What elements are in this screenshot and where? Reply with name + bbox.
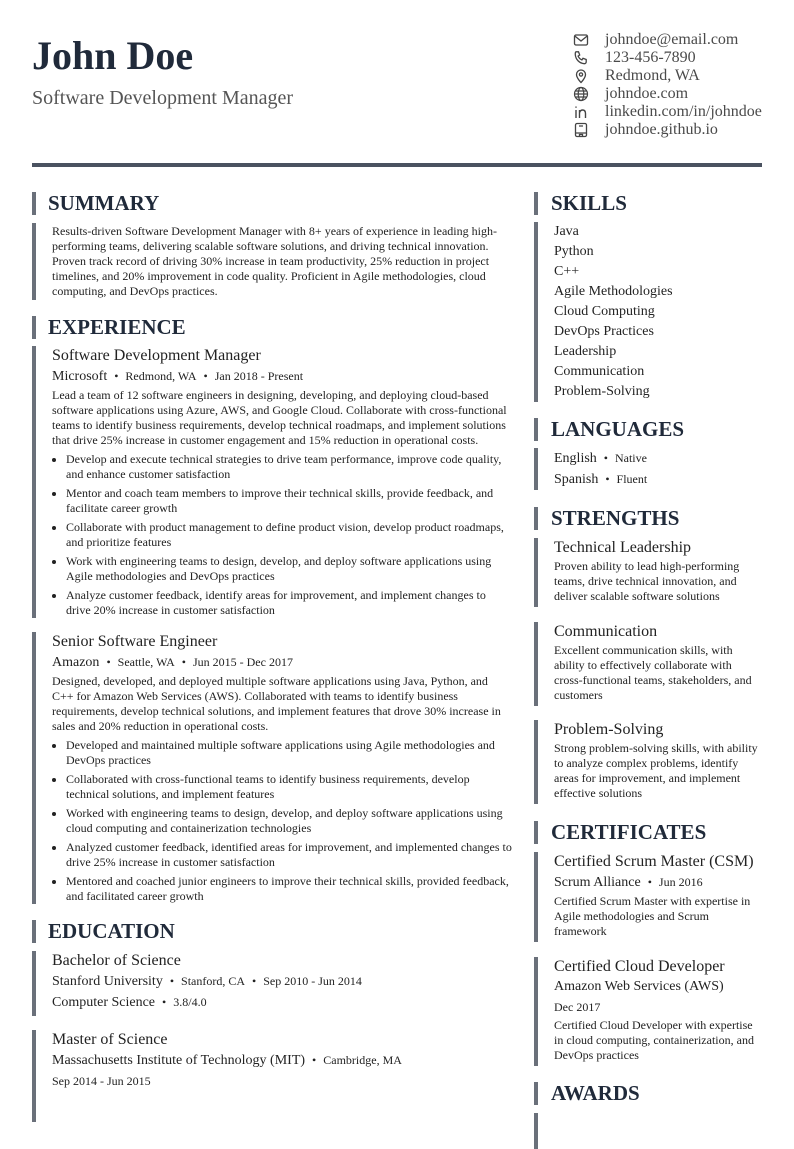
strength-title: Communication — [554, 623, 658, 640]
certificates-heading: CERTIFICATES — [534, 821, 762, 844]
contact-location-text: Redmond, WA — [605, 67, 700, 84]
skill-item: Python — [554, 244, 594, 259]
degree-title: Master of Science — [52, 1031, 168, 1048]
skills-heading: SKILLS — [534, 192, 762, 215]
strength-description: Strong problem-solving skills, with ability to analyze complex problems, identify areas for improvement, and implement effective solutions — [554, 741, 758, 800]
education-entry — [32, 1030, 512, 1122]
experience-entry — [32, 346, 512, 618]
job-dates: Jun 2015 - Dec 2017 — [192, 655, 293, 669]
degree-gpa: 3.8/4.0 — [173, 995, 207, 1009]
degree-dates: Sep 2010 - Jun 2014 — [263, 974, 362, 988]
degree-dates: Sep 2014 - Jun 2015 — [52, 1074, 151, 1088]
degree-field-row: Computer Science • 3.8/4.0 — [52, 995, 207, 1010]
language-item: English • Native — [554, 451, 647, 466]
education-heading: EDUCATION — [32, 920, 512, 943]
degree-location: Stanford, CA — [181, 974, 246, 988]
degree-school: Stanford University — [52, 974, 163, 989]
summary-heading: SUMMARY — [32, 192, 512, 215]
skill-item: Java — [554, 224, 579, 239]
job-meta: Microsoft • Redmond, WA • Jan 2018 - Present — [52, 369, 304, 384]
experience-heading: EXPERIENCE — [32, 316, 512, 339]
main-column — [32, 192, 512, 1122]
strength-item — [534, 538, 762, 607]
language-level: Fluent — [616, 472, 648, 486]
linkedin-icon — [572, 104, 589, 121]
contact-phone[interactable] — [572, 49, 762, 67]
skill-item: Problem-Solving — [554, 384, 650, 399]
job-title: Senior Software Engineer — [52, 633, 218, 650]
language-name: Spanish — [554, 472, 599, 487]
skill-item: Agile Methodologies — [554, 284, 673, 299]
job-description: Lead a team of 12 software engineers in designing, developing, and deploying cloud-based software applications using Azure, AWS, and Google Cloud. Collaborate with cross-functional teams to identify business requirements, develop technical roadmaps, and implement solutions that drive 25% increase in customer engagement and 15% reduction in operational costs. — [52, 388, 507, 447]
job-bullet: • Collaborate with product management to define product vision, develop product roadmaps, and prioritize features — [66, 520, 512, 550]
job-meta: Amazon • Seattle, WA • Jun 2015 - Dec 2017 — [52, 655, 293, 670]
contact-location — [572, 67, 762, 85]
skill-item: Leadership — [554, 344, 617, 359]
contact-website-text: johndoe.com — [605, 85, 689, 102]
header-divider — [32, 163, 762, 167]
contact-website[interactable] — [572, 85, 762, 103]
strength-item — [534, 622, 762, 706]
job-bullets — [52, 738, 512, 904]
contact-linkedin-text: linkedin.com/in/johndoe — [605, 103, 762, 120]
certificate-title: Certified Cloud Developer — [554, 958, 725, 975]
sidebar-column — [534, 192, 762, 1149]
contact-phone-text: 123-456-7890 — [605, 49, 696, 66]
globe-icon — [572, 86, 589, 103]
degree-school: Massachusetts Institute of Technology (MIT) — [52, 1053, 306, 1068]
location-pin-icon — [572, 68, 589, 85]
contact-github-text: johndoe.github.io — [605, 121, 718, 138]
job-bullet: • Develop and execute technical strategies to drive team performance, improve code quality, and enhance customer satisfaction — [66, 452, 512, 482]
degree-location: Cambridge, MA — [323, 1053, 402, 1067]
skill-item: DevOps Practices — [554, 324, 654, 339]
certificate-description: Certified Cloud Developer with expertise in cloud computing, containerization, and DevOps practices — [554, 1018, 754, 1062]
contact-list — [572, 31, 762, 139]
certificate-item — [534, 957, 762, 1066]
skills-list — [534, 222, 762, 402]
candidate-title: Software Development Manager — [32, 87, 294, 109]
certificate-title: Certified Scrum Master (CSM) — [554, 853, 754, 870]
awards-heading: AWARDS — [534, 1082, 762, 1105]
phone-icon — [572, 50, 589, 67]
certificate-meta: Scrum Alliance • Jun 2016 — [554, 875, 703, 890]
job-location: Seattle, WA — [117, 655, 175, 669]
certificate-date: Dec 2017 — [554, 1000, 601, 1014]
job-bullet: • Mentored and coached junior engineers to improve their technical skills, provided feedback, and facilitated career growth — [66, 874, 512, 904]
certificate-description: Certified Scrum Master with expertise in Agile methodologies and Scrum framework — [554, 894, 751, 938]
skill-item: Communication — [554, 364, 645, 379]
job-dates: Jan 2018 - Present — [214, 369, 304, 383]
job-company: Microsoft — [52, 369, 108, 384]
experience-entry — [32, 632, 512, 904]
language-item: Spanish • Fluent — [554, 472, 648, 487]
contact-email-text: johndoe@email.com — [605, 31, 739, 48]
certificate-issuer: Amazon Web Services (AWS) — [554, 979, 724, 994]
job-bullets — [52, 452, 512, 618]
degree-field: Computer Science — [52, 995, 156, 1010]
skill-item: Cloud Computing — [554, 304, 655, 319]
education-entry — [32, 951, 512, 1016]
job-bullet: • Worked with engineering teams to design, develop, and deploy software applications using cloud computing and containerization technologies — [66, 806, 512, 836]
languages-list — [534, 448, 762, 490]
job-bullet: • Work with engineering teams to design, develop, and deploy software applications using Agile methodologies and DevOps practices — [66, 554, 512, 584]
strength-description: Excellent communication skills, with ability to effectively collaborate with cross-functional teams, stakeholders, and customers — [554, 643, 752, 702]
contact-email[interactable] — [572, 31, 762, 49]
languages-heading: LANGUAGES — [534, 418, 762, 441]
job-bullet: • Developed and maintained multiple software applications using Agile methodologies and DevOps practices — [66, 738, 512, 768]
job-bullet: • Mentor and coach team members to improve their technical skills, provide feedback, and facilitate career growth — [66, 486, 512, 516]
summary-section — [32, 223, 512, 300]
job-bullet: • Analyze customer feedback, identify areas for improvement, and implement changes to drive 20% increase in customer satisfaction — [66, 588, 512, 618]
summary-text: Results-driven Software Development Manager with 8+ years of experience in leading high-performing teams, delivering scalable software solutions, and driving technical innovation. Proven track record of driving 30% increase in team productivity, 25% reduction in project timelines, and 20% improvement in code quality. Proficient in Agile methodologies, cloud computing, and DevOps practices. — [52, 224, 497, 298]
degree-meta: Stanford University • Stanford, CA • Sep 2010 - Jun 2014 — [52, 974, 362, 989]
certificate-issuer: Scrum Alliance — [554, 875, 641, 890]
contact-linkedin[interactable] — [572, 103, 762, 121]
skill-item: C++ — [554, 264, 580, 279]
envelope-icon — [572, 32, 589, 49]
strength-description: Proven ability to lead high-performing teams, drive technical innovation, and deliver scalable software solutions — [554, 559, 740, 603]
language-name: English — [554, 451, 597, 466]
github-icon — [572, 122, 589, 139]
certificate-item — [534, 852, 762, 942]
strength-title: Technical Leadership — [554, 539, 692, 556]
job-company: Amazon — [52, 655, 100, 670]
job-title: Software Development Manager — [52, 347, 261, 364]
job-bullet: • Analyzed customer feedback, identified areas for improvement, and implemented changes to drive 25% increase in customer satisfaction — [66, 840, 512, 870]
job-description: Designed, developed, and deployed multiple software applications using Java, Python, and C++ for Amazon Web Services (AWS). Collaborated with teams to identify business requirements, develop technical solutions, and implement features that drove 30% increase in sales and 20% reduction in operational costs. — [52, 674, 501, 733]
degree-meta: Massachusetts Institute of Technology (MIT) • Cambridge, MA — [52, 1053, 402, 1068]
job-bullet: • Collaborated with cross-functional teams to identify business requirements, develop technical solutions, and implement features — [66, 772, 512, 802]
candidate-name: John Doe — [32, 33, 194, 78]
language-level: Native — [614, 451, 647, 465]
certificate-date: Jun 2016 — [658, 875, 703, 889]
strengths-heading: STRENGTHS — [534, 507, 762, 530]
job-location: Redmond, WA — [125, 369, 197, 383]
contact-github[interactable] — [572, 121, 762, 139]
degree-title: Bachelor of Science — [52, 952, 181, 969]
awards-section — [534, 1113, 762, 1149]
strength-title: Problem-Solving — [554, 721, 664, 738]
strength-item — [534, 720, 762, 804]
